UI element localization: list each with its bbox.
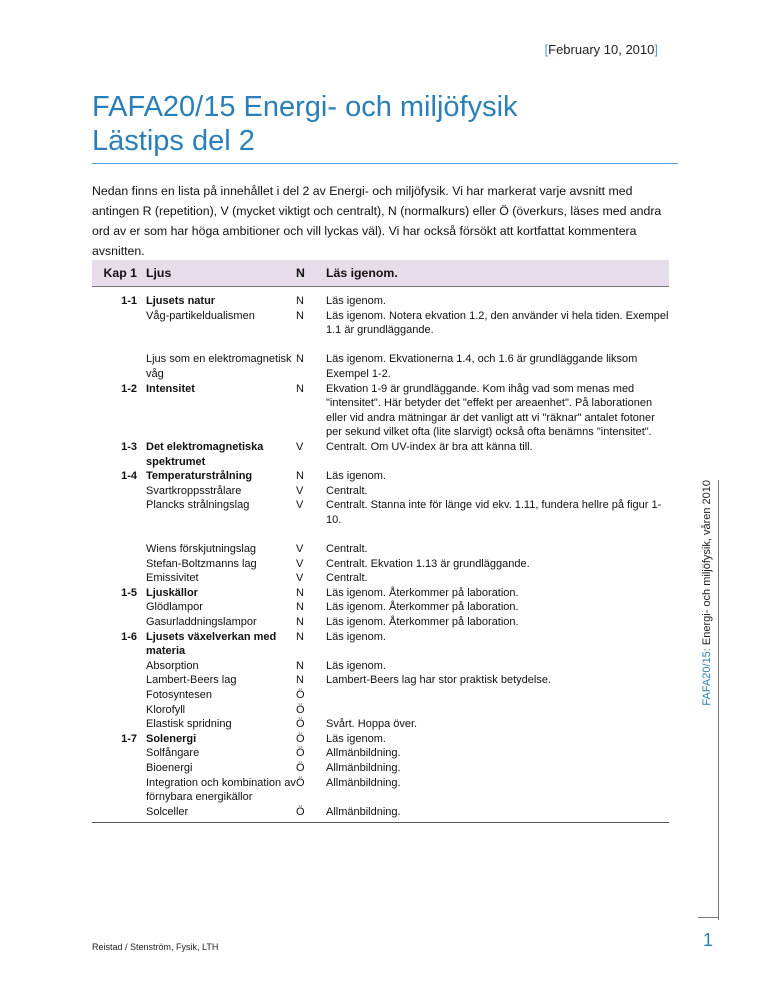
section-topic: Intensitet	[146, 382, 195, 395]
section-comment: Läs igenom.	[326, 630, 386, 643]
section-topic: Emissivitet	[146, 572, 199, 585]
section-number: 1-1	[121, 295, 137, 307]
page-number: 1	[703, 930, 714, 950]
table-row	[92, 542, 669, 557]
section-comment: Centralt. Om UV-index är bra att känna till.	[326, 440, 533, 453]
section-mark: Ö	[296, 762, 305, 774]
header-mark: N	[296, 266, 305, 280]
header-comment: Läs igenom.	[326, 266, 398, 280]
page-number-divider	[698, 917, 718, 918]
section-comment: Läs igenom.	[326, 732, 386, 745]
table-row	[92, 659, 669, 674]
section-mark: N	[296, 382, 304, 395]
section-comment: Lambert-Beers lag har stor praktisk betydelse.	[326, 674, 551, 687]
section-mark: N	[296, 674, 304, 687]
section-topic: Solfångare	[146, 747, 200, 760]
section-topic: Lambert-Beers lag	[146, 674, 237, 687]
table-body	[92, 287, 669, 823]
section-number: 1-4	[121, 470, 137, 483]
row-gap	[92, 528, 669, 543]
side-running-title	[698, 480, 716, 912]
table-row	[92, 615, 669, 630]
section-comment: Ekvation 1-9 är grundläggande. Kom ihåg vad som menas med "intensitet". Här betyder det "effekt per areaenhet". På laborationen eller vid andra mätningar är det vanligt att vi "räknar" antalet fotoner per sekund vilket ofta (lite slarvigt) också ofta benämns "intensitet".	[326, 382, 655, 439]
section-topic: Solenergi	[146, 732, 197, 745]
table-row	[92, 469, 669, 484]
table-row	[92, 600, 669, 615]
section-mark: Ö	[296, 703, 305, 716]
title-line-1: FAFA20/15 Energi- och miljöfysik	[92, 91, 518, 123]
table-header	[92, 260, 669, 287]
table-row	[92, 352, 669, 381]
section-topic: Temperaturstrålning	[146, 470, 253, 483]
table-row	[92, 294, 669, 309]
section-topic: Ljus som en elektromagnetisk våg	[146, 353, 292, 380]
table-row	[92, 382, 669, 440]
section-mark: N	[296, 470, 304, 483]
section-mark: V	[296, 543, 304, 556]
section-comment: Läs igenom. Återkommer på laboration.	[326, 616, 519, 629]
section-topic: Ljuskällor	[146, 586, 198, 599]
header-date: [February 10, 2010]	[544, 42, 658, 57]
header-topic: Ljus	[146, 266, 172, 280]
section-comment: Läs igenom.	[326, 470, 386, 483]
section-mark: N	[296, 659, 304, 672]
table-row	[92, 484, 669, 499]
intro-paragraph: Nedan finns en lista på innehållet i del 2 av Energi- och miljöfysik. Vi har markerat varje avsnitt med antingen R (repetition), V (mycket viktigt och centralt), N (normalkurs) eller Ö (överkurs, läses med andra ord av er som har höga ambitioner och vill lyckas väl). Vi har också försökt att kortfattat kommentera avsnitten.	[92, 184, 662, 258]
section-mark: Ö	[296, 689, 305, 702]
table-row	[92, 761, 669, 776]
section-topic: Stefan-Boltzmanns lag	[146, 557, 257, 570]
section-topic: Solceller	[146, 805, 189, 818]
section-topic: Absorption	[146, 659, 199, 672]
header-chapter: Kap 1	[103, 266, 137, 280]
section-comment: Läs igenom. Notera ekvation 1.2, den använder vi hela tiden. Exempel 1.1 är grundläggande.	[326, 309, 669, 337]
section-number: 1-6	[121, 630, 137, 643]
section-comment: Centralt.	[326, 543, 368, 556]
table-row	[92, 498, 669, 527]
section-mark: N	[296, 586, 304, 599]
section-mark: Ö	[296, 718, 305, 731]
section-comment: Allmänbildning.	[326, 776, 401, 789]
section-topic: Elastisk spridning	[146, 718, 232, 731]
section-mark: V	[296, 440, 304, 453]
table-row	[92, 586, 669, 601]
table-row	[92, 805, 669, 820]
reading-table	[92, 260, 669, 823]
table-row	[92, 746, 669, 761]
section-number: 1-3	[121, 440, 137, 453]
section-comment: Läs igenom. Ekvationerna 1.4, och 1.6 är grundläggande liksom Exempel 1-2.	[326, 353, 638, 380]
section-comment: Läs igenom.	[326, 659, 386, 672]
section-topic: Klorofyll	[146, 703, 186, 716]
section-comment: Läs igenom. Återkommer på laboration.	[326, 601, 519, 614]
section-comment: Läs igenom.	[326, 295, 386, 307]
row-gap	[92, 338, 669, 353]
footer-text: Reistad / Stenström, Fysik, LTH	[92, 942, 219, 952]
table-row	[92, 571, 669, 586]
table-row	[92, 557, 669, 572]
section-mark: Ö	[296, 747, 305, 760]
section-topic: Ljusets växelverkan med materia	[146, 630, 277, 658]
section-mark: N	[296, 295, 304, 307]
table-row	[92, 630, 669, 659]
section-mark: N	[296, 630, 304, 643]
table-row	[92, 732, 669, 747]
section-comment: Centralt. Ekvation 1.13 är grundläggande.	[326, 557, 530, 570]
title-divider	[92, 163, 678, 164]
section-comment: Läs igenom. Återkommer på laboration.	[326, 586, 519, 599]
section-mark: N	[296, 309, 304, 322]
table-row	[92, 688, 669, 703]
section-comment: Allmänbildning.	[326, 762, 401, 774]
section-mark: N	[296, 616, 304, 629]
side-divider	[718, 480, 719, 920]
section-topic: Integration och kombination av förnybara energikällor	[146, 776, 296, 804]
section-mark: V	[296, 572, 304, 585]
section-comment: Centralt. Stanna inte för länge vid ekv. 1.11, fundera hellre på figur 1-10.	[326, 499, 662, 526]
section-number: 1-5	[121, 586, 137, 599]
section-topic: Wiens förskjutningslag	[146, 543, 257, 556]
section-mark: V	[296, 484, 304, 497]
section-mark: V	[296, 499, 304, 512]
table-row	[92, 440, 669, 469]
section-topic: Våg-partikeldualismen	[146, 309, 255, 322]
section-topic: Gasurladdningslampor	[146, 616, 257, 629]
side-code: FAFA20/15:	[701, 648, 713, 706]
table-row	[92, 717, 669, 732]
section-mark: Ö	[296, 776, 305, 789]
section-mark: Ö	[296, 732, 305, 745]
section-topic: Glödlampor	[146, 601, 203, 614]
section-comment: Allmänbildning.	[326, 747, 401, 760]
section-comment: Centralt.	[326, 572, 368, 585]
section-topic: Det elektromagnetiska spektrumet	[146, 440, 264, 468]
title-line-2: Lästips del 2	[92, 125, 255, 157]
section-mark: V	[296, 557, 304, 570]
table-row	[92, 776, 669, 805]
section-comment: Centralt.	[326, 484, 368, 497]
section-topic: Ljusets natur	[146, 295, 216, 307]
section-mark: N	[296, 601, 304, 614]
date-text: February 10, 2010	[548, 42, 655, 57]
section-mark: Ö	[296, 805, 305, 818]
section-topic: Fotosyntesen	[146, 689, 213, 702]
section-comment: Svårt. Hoppa över.	[326, 718, 418, 731]
table-row	[92, 309, 669, 338]
section-topic: Bioenergi	[146, 762, 193, 774]
table-row	[92, 673, 669, 688]
page-title	[92, 90, 680, 158]
table-row	[92, 703, 669, 718]
side-text: Energi- och miljöfysik, våren 2010	[701, 480, 713, 649]
section-number: 1-7	[121, 732, 137, 745]
section-comment: Allmänbildning.	[326, 805, 401, 818]
section-number: 1-2	[121, 382, 137, 395]
section-topic: Plancks strålningslag	[146, 499, 250, 512]
section-topic: Svartkroppsstrålare	[146, 484, 242, 497]
section-mark: N	[296, 353, 304, 366]
